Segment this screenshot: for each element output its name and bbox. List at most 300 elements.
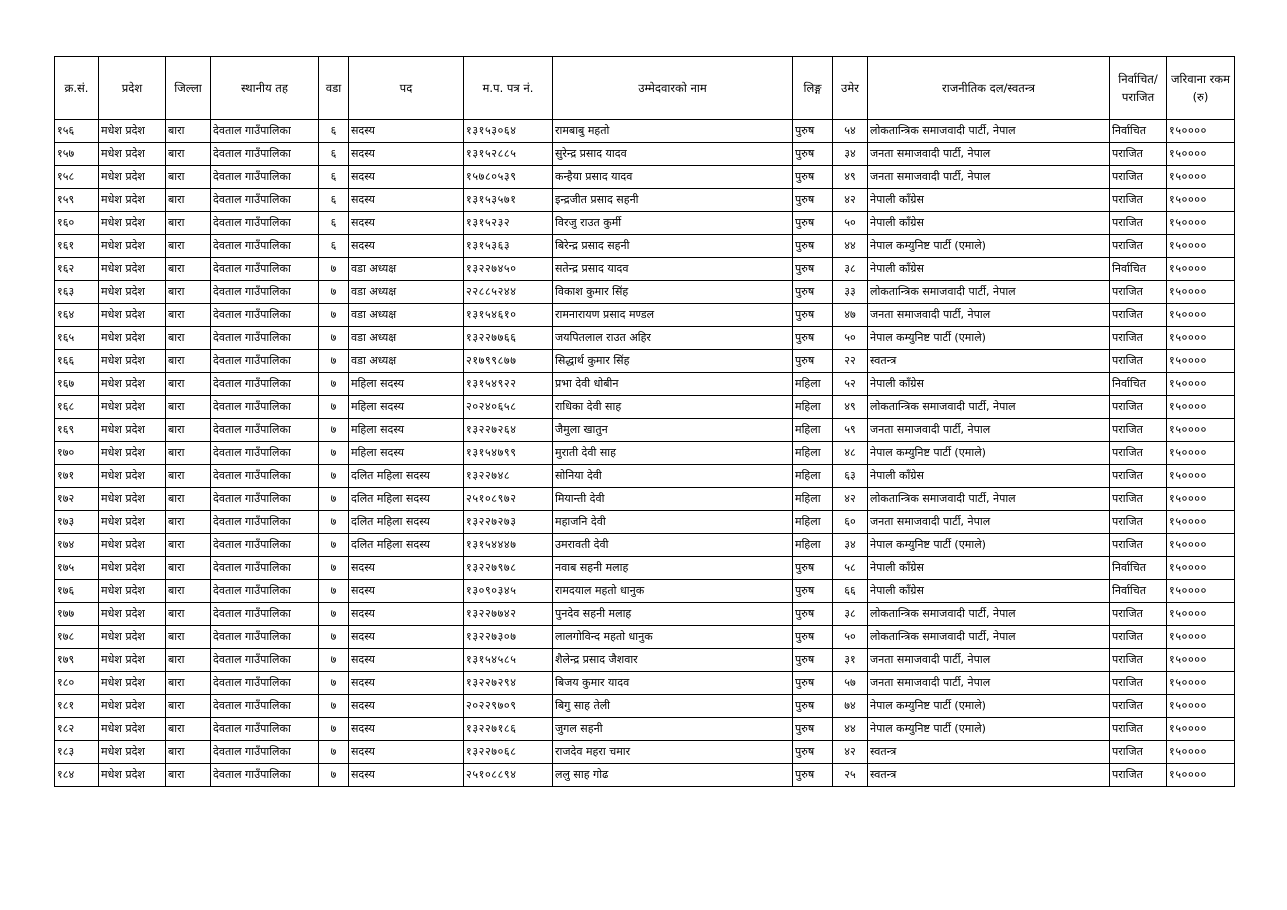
province-cell: मधेश प्रदेश bbox=[99, 304, 166, 327]
ward-cell: ७ bbox=[319, 511, 349, 534]
fine-amount-cell: १५०००० bbox=[1167, 166, 1235, 189]
col-header-province: प्रदेश bbox=[99, 57, 166, 120]
candidate-name-cell: जैमुला खातुन bbox=[553, 419, 793, 442]
post-cell: वडा अध्यक्ष bbox=[349, 350, 464, 373]
candidate-name-cell: रामबाबु महतो bbox=[553, 120, 793, 143]
age-cell: ५० bbox=[833, 212, 868, 235]
serial-cell: १७९ bbox=[55, 649, 99, 672]
ballot-no-cell: २२८८५२४४ bbox=[464, 281, 553, 304]
district-cell: बारा bbox=[166, 718, 211, 741]
post-cell: सदस्य bbox=[349, 557, 464, 580]
local-level-cell: देवताल गाउँपालिका bbox=[211, 557, 319, 580]
ward-cell: ७ bbox=[319, 442, 349, 465]
province-cell: मधेश प्रदेश bbox=[99, 350, 166, 373]
ward-cell: ७ bbox=[319, 534, 349, 557]
col-header-local-level: स्थानीय तह bbox=[211, 57, 319, 120]
candidate-name-cell: मुराती देवी साह bbox=[553, 442, 793, 465]
ballot-no-cell: १३२२७१८६ bbox=[464, 718, 553, 741]
local-level-cell: देवताल गाउँपालिका bbox=[211, 465, 319, 488]
district-cell: बारा bbox=[166, 327, 211, 350]
candidate-name-cell: कन्हैया प्रसाद यादव bbox=[553, 166, 793, 189]
table-row bbox=[55, 488, 1235, 511]
result-cell: पराजित bbox=[1110, 166, 1167, 189]
post-cell: सदस्य bbox=[349, 741, 464, 764]
local-level-cell: देवताल गाउँपालिका bbox=[211, 143, 319, 166]
table-row bbox=[55, 718, 1235, 741]
age-cell: ६६ bbox=[833, 580, 868, 603]
district-cell: बारा bbox=[166, 672, 211, 695]
ward-cell: ६ bbox=[319, 235, 349, 258]
party-cell: जनता समाजवादी पार्टी, नेपाल bbox=[868, 511, 1110, 534]
province-cell: मधेश प्रदेश bbox=[99, 442, 166, 465]
party-cell: स्वतन्त्र bbox=[868, 764, 1110, 787]
district-cell: बारा bbox=[166, 373, 211, 396]
province-cell: मधेश प्रदेश bbox=[99, 120, 166, 143]
ward-cell: ७ bbox=[319, 304, 349, 327]
province-cell: मधेश प्रदेश bbox=[99, 235, 166, 258]
serial-cell: १७६ bbox=[55, 580, 99, 603]
province-cell: मधेश प्रदेश bbox=[99, 281, 166, 304]
ballot-no-cell: २०२२९७०९ bbox=[464, 695, 553, 718]
province-cell: मधेश प्रदेश bbox=[99, 534, 166, 557]
candidate-name-cell: विकाश कुमार सिंह bbox=[553, 281, 793, 304]
age-cell: ४८ bbox=[833, 442, 868, 465]
post-cell: सदस्य bbox=[349, 235, 464, 258]
province-cell: मधेश प्रदेश bbox=[99, 603, 166, 626]
serial-cell: १६७ bbox=[55, 373, 99, 396]
fine-amount-cell: १५०००० bbox=[1167, 350, 1235, 373]
province-cell: मधेश प्रदेश bbox=[99, 511, 166, 534]
fine-amount-cell: १५०००० bbox=[1167, 120, 1235, 143]
age-cell: ३४ bbox=[833, 534, 868, 557]
serial-cell: १८० bbox=[55, 672, 99, 695]
ballot-no-cell: १३१५४४४७ bbox=[464, 534, 553, 557]
party-cell: लोकतान्त्रिक समाजवादी पार्टी, नेपाल bbox=[868, 396, 1110, 419]
local-level-cell: देवताल गाउँपालिका bbox=[211, 695, 319, 718]
candidate-name-cell: मियान्ती देवी bbox=[553, 488, 793, 511]
gender-cell: पुरुष bbox=[793, 672, 833, 695]
fine-amount-cell: १५०००० bbox=[1167, 442, 1235, 465]
party-cell: लोकतान्त्रिक समाजवादी पार्टी, नेपाल bbox=[868, 120, 1110, 143]
result-cell: पराजित bbox=[1110, 281, 1167, 304]
age-cell: ३८ bbox=[833, 258, 868, 281]
candidate-name-cell: प्रभा देवी धोबीन bbox=[553, 373, 793, 396]
serial-cell: १६३ bbox=[55, 281, 99, 304]
age-cell: ५२ bbox=[833, 373, 868, 396]
ward-cell: ७ bbox=[319, 465, 349, 488]
province-cell: मधेश प्रदेश bbox=[99, 580, 166, 603]
gender-cell: पुरुष bbox=[793, 212, 833, 235]
post-cell: महिला सदस्य bbox=[349, 442, 464, 465]
ward-cell: ७ bbox=[319, 649, 349, 672]
ballot-no-cell: १३१५२३२ bbox=[464, 212, 553, 235]
table-row bbox=[55, 304, 1235, 327]
table-row bbox=[55, 695, 1235, 718]
party-cell: नेपाली काँग्रेस bbox=[868, 212, 1110, 235]
district-cell: बारा bbox=[166, 235, 211, 258]
serial-cell: १७० bbox=[55, 442, 99, 465]
post-cell: दलित महिला सदस्य bbox=[349, 465, 464, 488]
ballot-no-cell: १३१५३६३ bbox=[464, 235, 553, 258]
candidate-name-cell: बिरेन्द्र प्रसाद सहनी bbox=[553, 235, 793, 258]
candidate-name-cell: सतेन्द्र प्रसाद यादव bbox=[553, 258, 793, 281]
serial-cell: १६९ bbox=[55, 419, 99, 442]
district-cell: बारा bbox=[166, 649, 211, 672]
local-level-cell: देवताल गाउँपालिका bbox=[211, 626, 319, 649]
ballot-no-cell: १३२२७२६४ bbox=[464, 419, 553, 442]
ballot-no-cell: १३१५३०६४ bbox=[464, 120, 553, 143]
result-cell: निर्वाचित bbox=[1110, 557, 1167, 580]
district-cell: बारा bbox=[166, 603, 211, 626]
local-level-cell: देवताल गाउँपालिका bbox=[211, 488, 319, 511]
local-level-cell: देवताल गाउँपालिका bbox=[211, 304, 319, 327]
district-cell: बारा bbox=[166, 396, 211, 419]
gender-cell: महिला bbox=[793, 419, 833, 442]
local-level-cell: देवताल गाउँपालिका bbox=[211, 327, 319, 350]
table-row bbox=[55, 603, 1235, 626]
post-cell: दलित महिला सदस्य bbox=[349, 488, 464, 511]
fine-amount-cell: १५०००० bbox=[1167, 534, 1235, 557]
ward-cell: ७ bbox=[319, 281, 349, 304]
gender-cell: महिला bbox=[793, 488, 833, 511]
fine-amount-cell: १५०००० bbox=[1167, 626, 1235, 649]
result-cell: पराजित bbox=[1110, 419, 1167, 442]
post-cell: दलित महिला सदस्य bbox=[349, 511, 464, 534]
post-cell: वडा अध्यक्ष bbox=[349, 327, 464, 350]
fine-amount-cell: १५०००० bbox=[1167, 580, 1235, 603]
gender-cell: महिला bbox=[793, 534, 833, 557]
ballot-no-cell: १३२२७३०७ bbox=[464, 626, 553, 649]
party-cell: नेपाली काँग्रेस bbox=[868, 580, 1110, 603]
ballot-no-cell: १३२२७४८ bbox=[464, 465, 553, 488]
province-cell: मधेश प्रदेश bbox=[99, 212, 166, 235]
serial-cell: १७७ bbox=[55, 603, 99, 626]
gender-cell: पुरुष bbox=[793, 235, 833, 258]
candidate-name-cell: रामदयाल महतो धानुक bbox=[553, 580, 793, 603]
age-cell: ३८ bbox=[833, 603, 868, 626]
fine-amount-cell: १५०००० bbox=[1167, 235, 1235, 258]
party-cell: लोकतान्त्रिक समाजवादी पार्टी, नेपाल bbox=[868, 281, 1110, 304]
table-row bbox=[55, 764, 1235, 787]
local-level-cell: देवताल गाउँपालिका bbox=[211, 396, 319, 419]
col-header-party: राजनीतिक दल/स्वतन्त्र bbox=[868, 57, 1110, 120]
candidate-name-cell: पुनदेव सहनी मलाह bbox=[553, 603, 793, 626]
province-cell: मधेश प्रदेश bbox=[99, 143, 166, 166]
party-cell: स्वतन्त्र bbox=[868, 350, 1110, 373]
province-cell: मधेश प्रदेश bbox=[99, 764, 166, 787]
table-row bbox=[55, 442, 1235, 465]
local-level-cell: देवताल गाउँपालिका bbox=[211, 281, 319, 304]
party-cell: नेपाली काँग्रेस bbox=[868, 557, 1110, 580]
result-cell: पराजित bbox=[1110, 396, 1167, 419]
table-row bbox=[55, 396, 1235, 419]
ballot-no-cell: १३२२७०६८ bbox=[464, 741, 553, 764]
local-level-cell: देवताल गाउँपालिका bbox=[211, 534, 319, 557]
local-level-cell: देवताल गाउँपालिका bbox=[211, 258, 319, 281]
post-cell: सदस्य bbox=[349, 603, 464, 626]
gender-cell: महिला bbox=[793, 373, 833, 396]
age-cell: ४४ bbox=[833, 718, 868, 741]
col-header-district: जिल्ला bbox=[166, 57, 211, 120]
age-cell: ४९ bbox=[833, 166, 868, 189]
ballot-no-cell: १३१५४९२२ bbox=[464, 373, 553, 396]
post-cell: वडा अध्यक्ष bbox=[349, 304, 464, 327]
district-cell: बारा bbox=[166, 511, 211, 534]
district-cell: बारा bbox=[166, 189, 211, 212]
fine-amount-cell: १५०००० bbox=[1167, 465, 1235, 488]
province-cell: मधेश प्रदेश bbox=[99, 649, 166, 672]
ballot-no-cell: १३१५४६१० bbox=[464, 304, 553, 327]
ballot-no-cell: १३२२७७६६ bbox=[464, 327, 553, 350]
local-level-cell: देवताल गाउँपालिका bbox=[211, 649, 319, 672]
party-cell: जनता समाजवादी पार्टी, नेपाल bbox=[868, 672, 1110, 695]
post-cell: महिला सदस्य bbox=[349, 396, 464, 419]
ward-cell: ७ bbox=[319, 626, 349, 649]
district-cell: बारा bbox=[166, 580, 211, 603]
table-row bbox=[55, 465, 1235, 488]
age-cell: ५८ bbox=[833, 557, 868, 580]
age-cell: ५४ bbox=[833, 120, 868, 143]
table-row bbox=[55, 534, 1235, 557]
local-level-cell: देवताल गाउँपालिका bbox=[211, 212, 319, 235]
candidate-name-cell: राजदेव महरा चमार bbox=[553, 741, 793, 764]
ballot-no-cell: २५१०८८९४ bbox=[464, 764, 553, 787]
party-cell: जनता समाजवादी पार्टी, नेपाल bbox=[868, 419, 1110, 442]
province-cell: मधेश प्रदेश bbox=[99, 718, 166, 741]
fine-amount-cell: १५०००० bbox=[1167, 327, 1235, 350]
serial-cell: १७२ bbox=[55, 488, 99, 511]
party-cell: स्वतन्त्र bbox=[868, 741, 1110, 764]
district-cell: बारा bbox=[166, 764, 211, 787]
district-cell: बारा bbox=[166, 166, 211, 189]
district-cell: बारा bbox=[166, 304, 211, 327]
gender-cell: पुरुष bbox=[793, 304, 833, 327]
party-cell: नेपाल कम्युनिष्ट पार्टी (एमाले) bbox=[868, 695, 1110, 718]
party-cell: लोकतान्त्रिक समाजवादी पार्टी, नेपाल bbox=[868, 488, 1110, 511]
party-cell: नेपाल कम्युनिष्ट पार्टी (एमाले) bbox=[868, 718, 1110, 741]
candidate-name-cell: बिगु साह तेली bbox=[553, 695, 793, 718]
party-cell: जनता समाजवादी पार्टी, नेपाल bbox=[868, 649, 1110, 672]
table-row bbox=[55, 649, 1235, 672]
result-cell: पराजित bbox=[1110, 511, 1167, 534]
candidate-name-cell: सोनिया देवी bbox=[553, 465, 793, 488]
ballot-no-cell: १३०९०३४५ bbox=[464, 580, 553, 603]
ward-cell: ७ bbox=[319, 580, 349, 603]
ward-cell: ७ bbox=[319, 327, 349, 350]
province-cell: मधेश प्रदेश bbox=[99, 419, 166, 442]
gender-cell: महिला bbox=[793, 511, 833, 534]
ward-cell: ७ bbox=[319, 350, 349, 373]
post-cell: सदस्य bbox=[349, 212, 464, 235]
district-cell: बारा bbox=[166, 212, 211, 235]
post-cell: सदस्य bbox=[349, 580, 464, 603]
fine-amount-cell: १५०००० bbox=[1167, 741, 1235, 764]
result-cell: पराजित bbox=[1110, 741, 1167, 764]
province-cell: मधेश प्रदेश bbox=[99, 557, 166, 580]
district-cell: बारा bbox=[166, 465, 211, 488]
party-cell: जनता समाजवादी पार्टी, नेपाल bbox=[868, 304, 1110, 327]
result-cell: निर्वाचित bbox=[1110, 580, 1167, 603]
candidate-name-cell: राधिका देवी साह bbox=[553, 396, 793, 419]
post-cell: सदस्य bbox=[349, 695, 464, 718]
serial-cell: १७४ bbox=[55, 534, 99, 557]
table-row bbox=[55, 235, 1235, 258]
candidate-name-cell: सुरेन्द्र प्रसाद यादव bbox=[553, 143, 793, 166]
fine-amount-cell: १५०००० bbox=[1167, 764, 1235, 787]
result-cell: पराजित bbox=[1110, 304, 1167, 327]
gender-cell: पुरुष bbox=[793, 166, 833, 189]
candidate-name-cell: ललु साह गोढ bbox=[553, 764, 793, 787]
age-cell: ६३ bbox=[833, 465, 868, 488]
gender-cell: पुरुष bbox=[793, 281, 833, 304]
ward-cell: ७ bbox=[319, 258, 349, 281]
age-cell: ३१ bbox=[833, 649, 868, 672]
candidate-name-cell: उमरावती देवी bbox=[553, 534, 793, 557]
gender-cell: पुरुष bbox=[793, 580, 833, 603]
result-cell: पराजित bbox=[1110, 189, 1167, 212]
district-cell: बारा bbox=[166, 741, 211, 764]
ballot-no-cell: १३२२७२७३ bbox=[464, 511, 553, 534]
province-cell: मधेश प्रदेश bbox=[99, 373, 166, 396]
local-level-cell: देवताल गाउँपालिका bbox=[211, 718, 319, 741]
fine-amount-cell: १५०००० bbox=[1167, 396, 1235, 419]
post-cell: सदस्य bbox=[349, 120, 464, 143]
local-level-cell: देवताल गाउँपालिका bbox=[211, 741, 319, 764]
gender-cell: पुरुष bbox=[793, 350, 833, 373]
ward-cell: ७ bbox=[319, 764, 349, 787]
ward-cell: ६ bbox=[319, 120, 349, 143]
gender-cell: पुरुष bbox=[793, 557, 833, 580]
province-cell: मधेश प्रदेश bbox=[99, 327, 166, 350]
serial-cell: १५८ bbox=[55, 166, 99, 189]
age-cell: ७४ bbox=[833, 695, 868, 718]
table-row bbox=[55, 258, 1235, 281]
result-cell: पराजित bbox=[1110, 442, 1167, 465]
ballot-no-cell: २०२४०६५८ bbox=[464, 396, 553, 419]
serial-cell: १६१ bbox=[55, 235, 99, 258]
candidate-name-cell: नवाब सहनी मलाह bbox=[553, 557, 793, 580]
ballot-no-cell: १३१५४७९९ bbox=[464, 442, 553, 465]
local-level-cell: देवताल गाउँपालिका bbox=[211, 166, 319, 189]
table-row bbox=[55, 557, 1235, 580]
col-header-ballot-no: म.प. पत्र नं. bbox=[464, 57, 553, 120]
candidate-name-cell: रामनारायण प्रसाद मण्डल bbox=[553, 304, 793, 327]
serial-cell: १७३ bbox=[55, 511, 99, 534]
gender-cell: पुरुष bbox=[793, 764, 833, 787]
serial-cell: १७५ bbox=[55, 557, 99, 580]
post-cell: सदस्य bbox=[349, 166, 464, 189]
party-cell: लोकतान्त्रिक समाजवादी पार्टी, नेपाल bbox=[868, 603, 1110, 626]
serial-cell: १५७ bbox=[55, 143, 99, 166]
table-row bbox=[55, 166, 1235, 189]
col-header-gender: लिङ्ग bbox=[793, 57, 833, 120]
ballot-no-cell: २१७९९८७७ bbox=[464, 350, 553, 373]
serial-cell: १८४ bbox=[55, 764, 99, 787]
post-cell: सदस्य bbox=[349, 143, 464, 166]
age-cell: ३३ bbox=[833, 281, 868, 304]
serial-cell: १८२ bbox=[55, 718, 99, 741]
candidate-name-cell: विरजु राउत कुर्मी bbox=[553, 212, 793, 235]
province-cell: मधेश प्रदेश bbox=[99, 672, 166, 695]
col-header-age: उमेर bbox=[833, 57, 868, 120]
ballot-no-cell: १३२२७९७८ bbox=[464, 557, 553, 580]
ward-cell: ७ bbox=[319, 672, 349, 695]
table-row bbox=[55, 327, 1235, 350]
result-cell: पराजित bbox=[1110, 764, 1167, 787]
ward-cell: ६ bbox=[319, 143, 349, 166]
serial-cell: १७१ bbox=[55, 465, 99, 488]
district-cell: बारा bbox=[166, 143, 211, 166]
table-row bbox=[55, 281, 1235, 304]
gender-cell: पुरुष bbox=[793, 258, 833, 281]
gender-cell: पुरुष bbox=[793, 741, 833, 764]
result-cell: पराजित bbox=[1110, 534, 1167, 557]
age-cell: ५७ bbox=[833, 672, 868, 695]
gender-cell: पुरुष bbox=[793, 603, 833, 626]
local-level-cell: देवताल गाउँपालिका bbox=[211, 764, 319, 787]
district-cell: बारा bbox=[166, 695, 211, 718]
province-cell: मधेश प्रदेश bbox=[99, 396, 166, 419]
local-level-cell: देवताल गाउँपालिका bbox=[211, 350, 319, 373]
ballot-no-cell: १५७८०५३९ bbox=[464, 166, 553, 189]
candidate-name-cell: बिजय कुमार यादव bbox=[553, 672, 793, 695]
serial-cell: १६२ bbox=[55, 258, 99, 281]
local-level-cell: देवताल गाउँपालिका bbox=[211, 580, 319, 603]
local-level-cell: देवताल गाउँपालिका bbox=[211, 120, 319, 143]
result-cell: निर्वाचित bbox=[1110, 120, 1167, 143]
ward-cell: ७ bbox=[319, 396, 349, 419]
district-cell: बारा bbox=[166, 534, 211, 557]
age-cell: ४९ bbox=[833, 396, 868, 419]
fine-amount-cell: १५०००० bbox=[1167, 649, 1235, 672]
ballot-no-cell: १३२२७२९४ bbox=[464, 672, 553, 695]
table-row bbox=[55, 120, 1235, 143]
age-cell: ४२ bbox=[833, 741, 868, 764]
post-cell: सदस्य bbox=[349, 718, 464, 741]
fine-amount-cell: १५०००० bbox=[1167, 419, 1235, 442]
gender-cell: पुरुष bbox=[793, 649, 833, 672]
post-cell: सदस्य bbox=[349, 649, 464, 672]
gender-cell: पुरुष bbox=[793, 718, 833, 741]
ward-cell: ७ bbox=[319, 603, 349, 626]
candidate-name-cell: शैलेन्द्र प्रसाद जैशवार bbox=[553, 649, 793, 672]
local-level-cell: देवताल गाउँपालिका bbox=[211, 442, 319, 465]
fine-amount-cell: १५०००० bbox=[1167, 258, 1235, 281]
district-cell: बारा bbox=[166, 442, 211, 465]
result-cell: पराजित bbox=[1110, 672, 1167, 695]
ballot-no-cell: १३१५४५८५ bbox=[464, 649, 553, 672]
result-cell: पराजित bbox=[1110, 212, 1167, 235]
province-cell: मधेश प्रदेश bbox=[99, 741, 166, 764]
post-cell: महिला सदस्य bbox=[349, 419, 464, 442]
post-cell: वडा अध्यक्ष bbox=[349, 258, 464, 281]
party-cell: जनता समाजवादी पार्टी, नेपाल bbox=[868, 166, 1110, 189]
ward-cell: ७ bbox=[319, 695, 349, 718]
serial-cell: १६० bbox=[55, 212, 99, 235]
province-cell: मधेश प्रदेश bbox=[99, 258, 166, 281]
table-row bbox=[55, 626, 1235, 649]
local-level-cell: देवताल गाउँपालिका bbox=[211, 672, 319, 695]
col-header-fine-amount: जरिवाना रकम (रु) bbox=[1167, 57, 1235, 120]
table-row bbox=[55, 672, 1235, 695]
age-cell: २२ bbox=[833, 350, 868, 373]
fine-amount-cell: १५०००० bbox=[1167, 189, 1235, 212]
col-header-result: निर्वाचित/ पराजित bbox=[1110, 57, 1167, 120]
local-level-cell: देवताल गाउँपालिका bbox=[211, 373, 319, 396]
ballot-no-cell: १३२२७७४२ bbox=[464, 603, 553, 626]
serial-cell: १८१ bbox=[55, 695, 99, 718]
table-row bbox=[55, 419, 1235, 442]
